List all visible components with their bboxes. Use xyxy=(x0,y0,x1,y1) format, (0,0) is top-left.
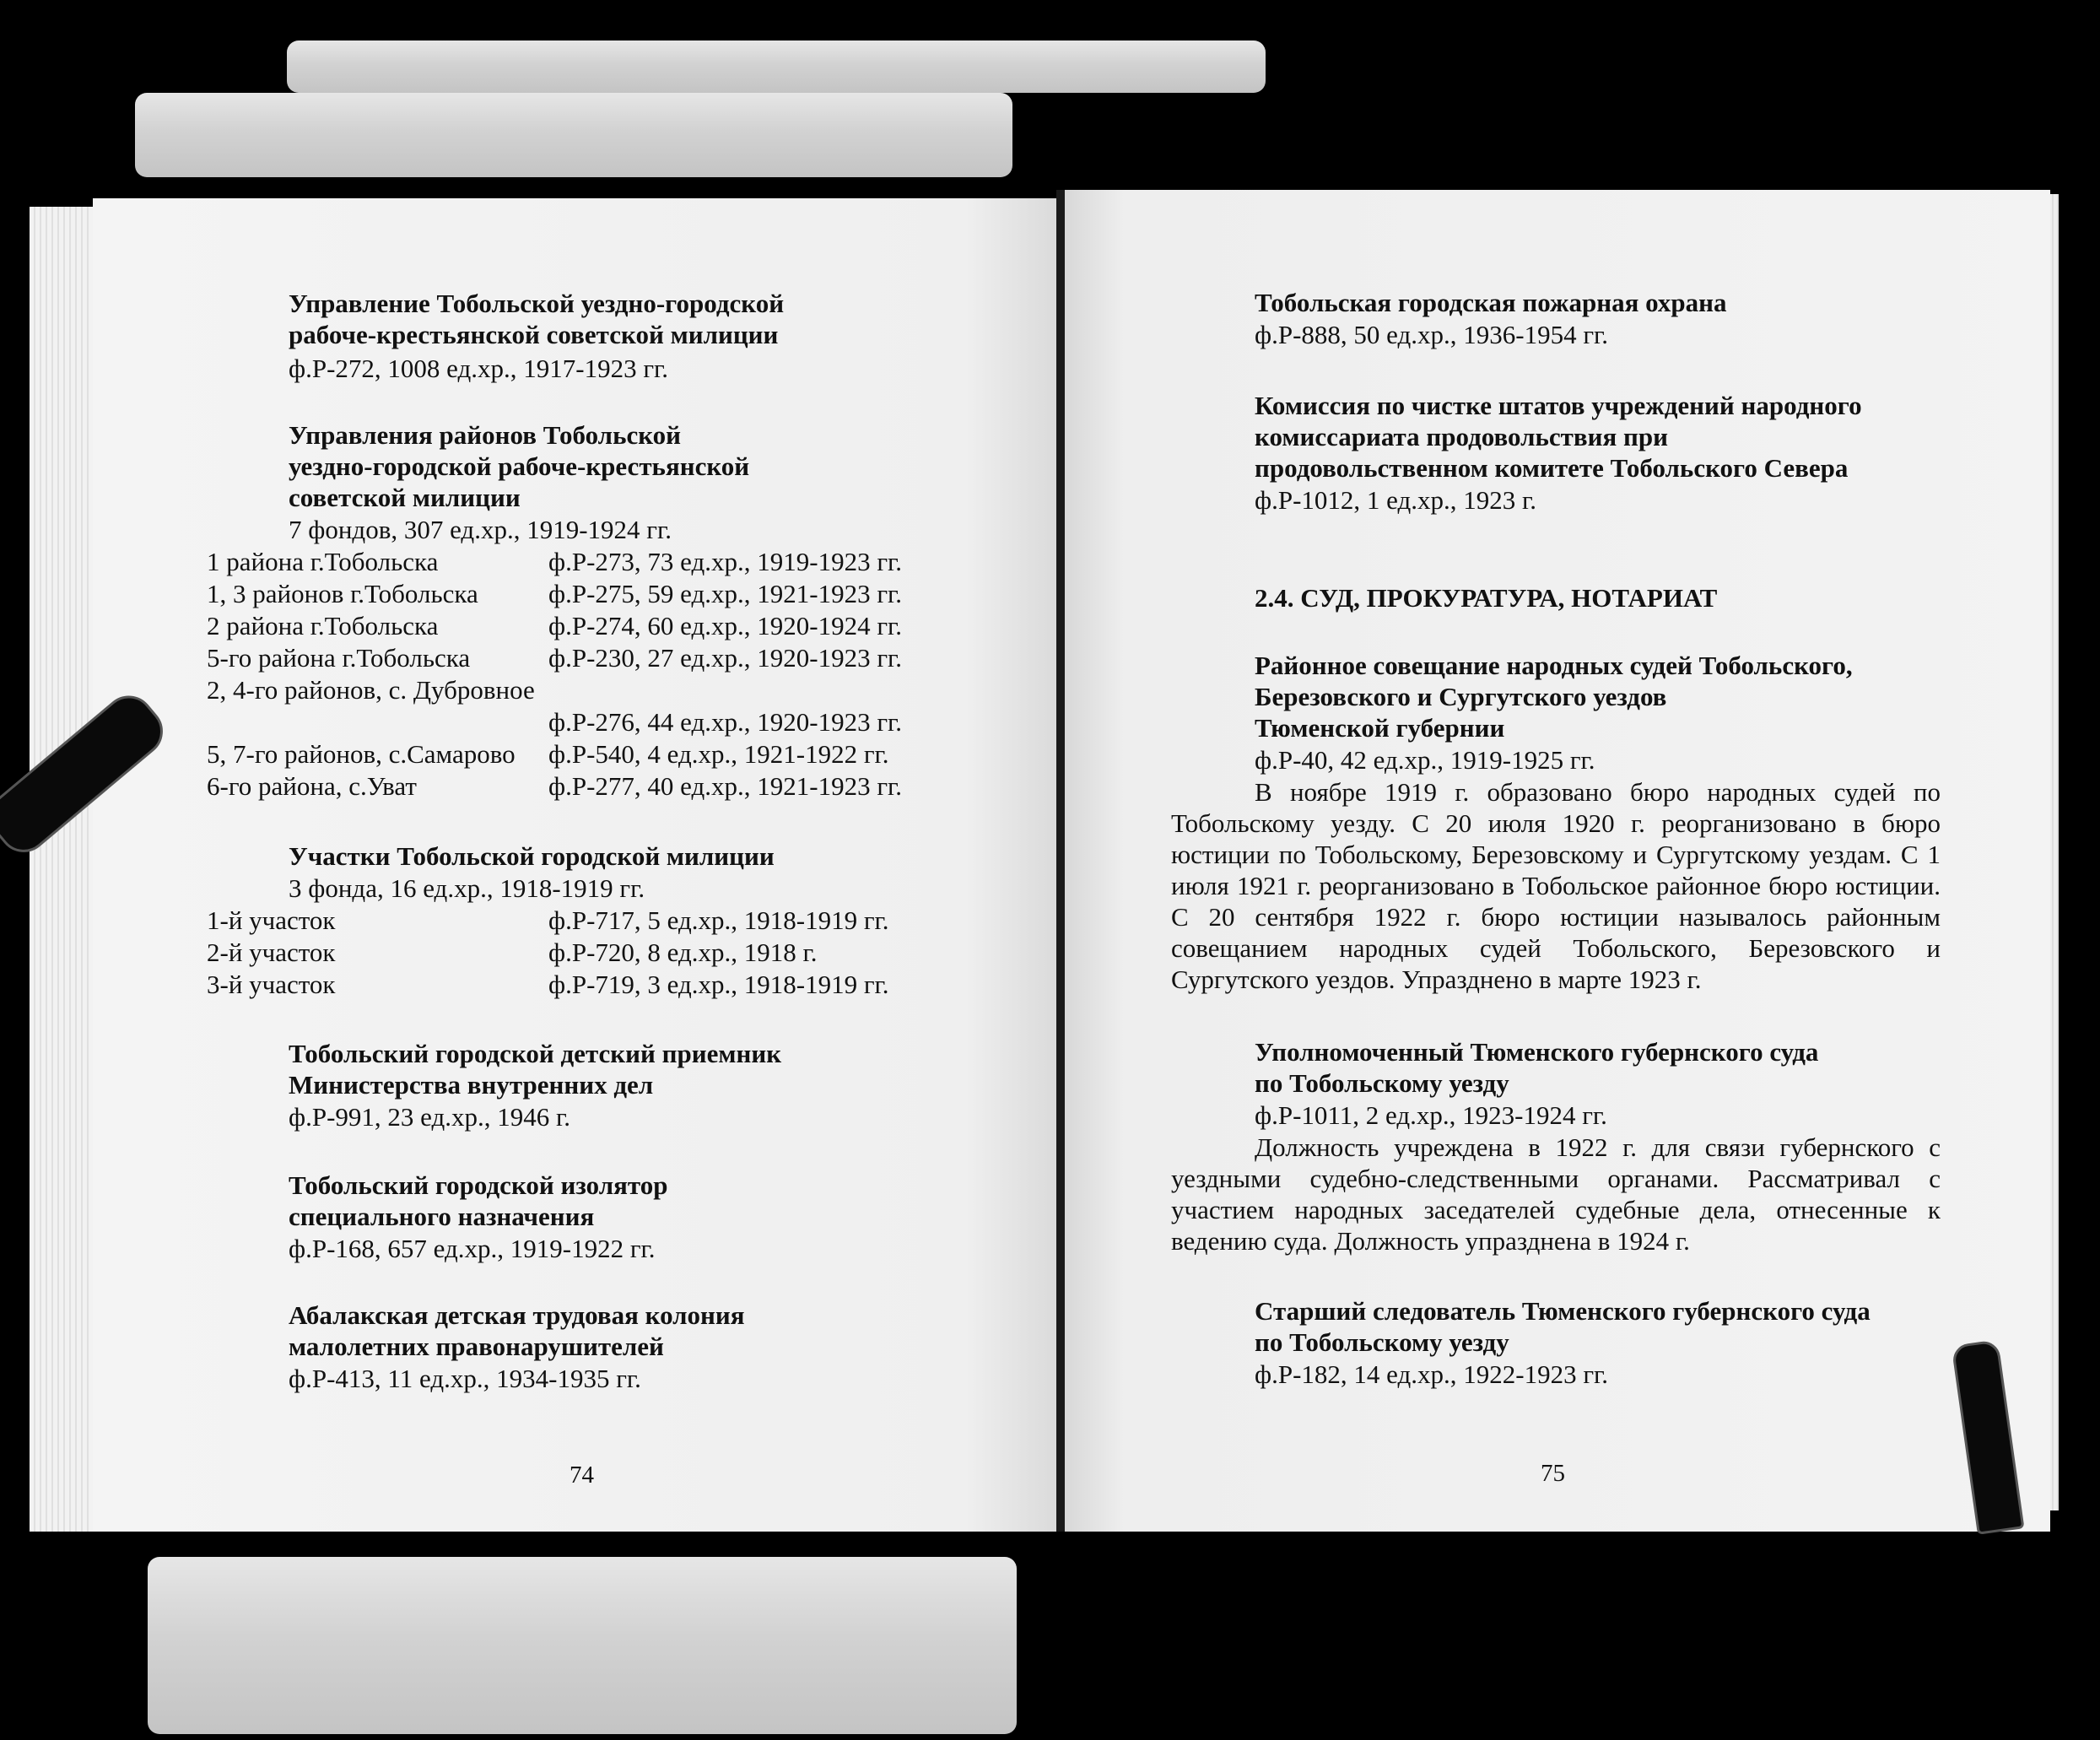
section-title: Уполномоченный Тюменского губернского суда xyxy=(1255,1037,1819,1067)
history-paragraph: В ноябре 1919 г. образовано бюро народных судей по Тобольскому уезду. С 20 июля 1920 г. реорганизовано в бюро юстиции по Тобольскому, Березовскому и Сургутскому уездам. С 1 июля 1921 г. реорганизовано в Тобольское районное бюро юстиции. С 20 сентября 1922 г. бюро юстиции называлось районным совещанием народных судей Тобольского, Березовского и Сургутского уездов. Упразднено в марте 1923 г. xyxy=(1171,777,1941,994)
section-title: Березовского и Сургутского уездов xyxy=(1255,682,1667,711)
section-title: специального назначения xyxy=(289,1202,595,1231)
fund-info: ф.Р-1012, 1 ед.хр., 1923 г. xyxy=(1255,485,1536,515)
district-name: 6-го района, с.Уват xyxy=(207,771,417,801)
section-title: по Тобольскому уезду xyxy=(1255,1327,1509,1357)
section-title: Районное совещание народных судей Тобольского, xyxy=(1255,651,1853,680)
fund-info: ф.Р-991, 23 ед.хр., 1946 г. xyxy=(289,1102,570,1132)
district-name: 1, 3 районов г.Тобольска xyxy=(207,579,478,608)
fund-info: ф.Р-413, 11 ед.хр., 1934-1935 гг. xyxy=(289,1364,641,1393)
district-fund: ф.Р-274, 60 ед.хр., 1920-1924 гг. xyxy=(548,611,903,640)
section-title: Комиссия по чистке штатов учреждений народного xyxy=(1255,391,1862,420)
fund-info: ф.Р-168, 657 ед.хр., 1919-1922 гг. xyxy=(289,1234,656,1263)
section-title: Министерства внутренних дел xyxy=(289,1070,654,1100)
history-paragraph: Должность учреждена в 1922 г. для связи губернского с уездными судебно-следственными органами. Рассматривал с участием народных заседателей судебные дела, отнесенные к ведению суда. Должность упразднена в 1924 г. xyxy=(1171,1132,1941,1256)
precinct-name: 3-й участок xyxy=(207,970,336,999)
fund-info: ф.Р-272, 1008 ед.хр., 1917-1923 гг. xyxy=(289,354,669,383)
district-fund: ф.Р-540, 4 ед.хр., 1921-1922 гг. xyxy=(548,739,889,769)
section-title: продовольственном комитете Тобольского Севера xyxy=(1255,453,1849,483)
district-fund: ф.Р-276, 44 ед.хр., 1920-1923 гг. xyxy=(548,707,903,737)
section-title: Абалакская детская трудовая колония xyxy=(289,1300,745,1330)
section-title: Участки Тобольской городской милиции xyxy=(289,841,775,871)
district-fund: ф.Р-230, 27 ед.хр., 1920-1923 гг. xyxy=(548,643,903,673)
page-number: 74 xyxy=(570,1462,594,1489)
fund-info: ф.Р-1011, 2 ед.хр., 1923-1924 гг. xyxy=(1255,1100,1607,1130)
fund-info: 3 фонда, 16 ед.хр., 1918-1919 гг. xyxy=(289,873,645,903)
foam-weight-top-front xyxy=(135,93,1012,177)
district-name: 2, 4-го районов, с. Дубровное xyxy=(207,675,535,705)
section-title: Тобольский городской изолятор xyxy=(289,1170,668,1200)
page-number: 75 xyxy=(1541,1460,1565,1487)
section-title: малолетних правонарушителей xyxy=(289,1332,664,1361)
section-title: Тюменской губернии xyxy=(1255,713,1505,743)
district-name: 5, 7-го районов, с.Самарово xyxy=(207,739,516,769)
section-title: Управление Тобольской уездно-городской xyxy=(289,289,785,318)
fund-info: ф.Р-40, 42 ед.хр., 1919-1925 гг. xyxy=(1255,745,1595,775)
district-fund: ф.Р-277, 40 ед.хр., 1921-1923 гг. xyxy=(548,771,903,801)
section-title: Старший следователь Тюменского губернского суда xyxy=(1255,1296,1871,1326)
section-title: Управления районов Тобольской xyxy=(289,420,682,450)
precinct-fund: ф.Р-717, 5 ед.хр., 1918-1919 гг. xyxy=(548,905,889,935)
district-name: 1 района г.Тобольска xyxy=(207,547,439,576)
district-fund: ф.Р-273, 73 ед.хр., 1919-1923 гг. xyxy=(548,547,903,576)
section-title: рабоче-крестьянской советской милиции xyxy=(289,320,779,349)
foam-weight-bottom xyxy=(148,1557,1017,1734)
district-name: 2 района г.Тобольска xyxy=(207,611,439,640)
fund-info: ф.Р-182, 14 ед.хр., 1922-1923 гг. xyxy=(1255,1359,1609,1389)
district-fund: ф.Р-275, 59 ед.хр., 1921-1923 гг. xyxy=(548,579,903,608)
fund-info: 7 фондов, 307 ед.хр., 1919-1924 гг. xyxy=(289,515,672,544)
section-title: по Тобольскому уезду xyxy=(1255,1068,1509,1098)
precinct-fund: ф.Р-719, 3 ед.хр., 1918-1919 гг. xyxy=(548,970,889,999)
fund-info: ф.Р-888, 50 ед.хр., 1936-1954 гг. xyxy=(1255,320,1609,349)
district-name: 5-го района г.Тобольска xyxy=(207,643,471,673)
chapter-heading: 2.4. СУД, ПРОКУРАТУРА, НОТАРИАТ xyxy=(1255,583,1718,613)
precinct-name: 1-й участок xyxy=(207,905,336,935)
precinct-fund: ф.Р-720, 8 ед.хр., 1918 г. xyxy=(548,938,818,967)
section-title: советской милиции xyxy=(289,483,521,512)
section-title: Тобольский городской детский приемник xyxy=(289,1039,782,1068)
section-title: Тобольская городская пожарная охрана xyxy=(1255,288,1727,317)
section-title: уездно-городской рабоче-крестьянской xyxy=(289,451,750,481)
foam-weight-top-back xyxy=(287,41,1266,93)
precinct-name: 2-й участок xyxy=(207,938,336,967)
section-title: комиссариата продовольствия при xyxy=(1255,422,1668,451)
